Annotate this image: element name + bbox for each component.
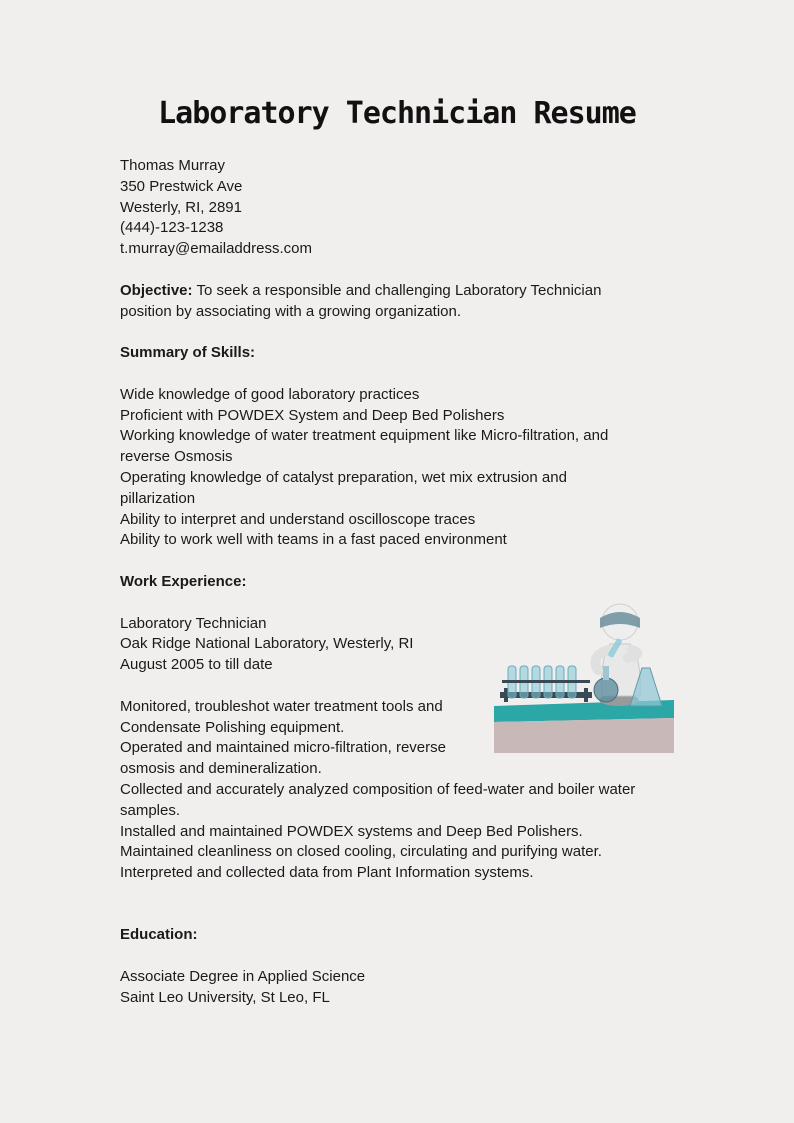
duty-line: samples. <box>120 801 181 819</box>
education-degree: Associate Degree in Applied Science <box>120 968 366 986</box>
resume-body <box>120 156 690 1009</box>
job-role: Laboratory Technician <box>120 614 267 632</box>
objective-label: Objective: <box>120 281 193 299</box>
skill-item: Ability to interpret and understand oscilloscope traces <box>120 510 476 528</box>
skill-item: Working knowledge of water treatment equipment like Micro-filtration, and <box>120 427 609 445</box>
skill-item: Wide knowledge of good laboratory practices <box>120 385 420 403</box>
education-school: Saint Leo University, St Leo, FL <box>120 988 330 1006</box>
bench-front <box>494 718 674 753</box>
skills-heading: Summary of Skills: <box>120 344 256 362</box>
skill-item: Operating knowledge of catalyst preparation, wet mix extrusion and <box>120 468 567 486</box>
contact-phone: (444)-123-1238 <box>120 219 224 237</box>
duty-line: Condensate Polishing equipment. <box>120 718 345 736</box>
round-flask <box>594 678 618 702</box>
experience-heading: Work Experience: <box>120 572 247 590</box>
lab-scene-icon <box>494 588 674 753</box>
contact-street: 350 Prestwick Ave <box>120 177 243 195</box>
objective-text-line2: position by associating with a growing organization. <box>120 302 462 320</box>
resume-title: Laboratory Technician Resume <box>158 96 636 131</box>
duty-line: Maintained cleanliness on closed cooling, circulating and purifying water. <box>120 843 602 861</box>
skill-item: Ability to work well with teams in a fast paced environment <box>120 531 507 549</box>
education-entry <box>120 967 690 1009</box>
education-heading: Education: <box>120 926 198 944</box>
objective-section <box>120 281 690 323</box>
duty-line: Installed and maintained POWDEX systems and Deep Bed Polishers. <box>120 822 583 840</box>
duty-line: Operated and maintained micro-filtration, reverse <box>120 739 446 757</box>
duty-line: Collected and accurately analyzed composition of feed-water and boiler water <box>120 780 636 798</box>
contact-block <box>120 156 690 260</box>
duty-line: Monitored, troubleshot water treatment tools and <box>120 697 443 715</box>
skill-item: Proficient with POWDEX System and Deep Bed Polishers <box>120 406 505 424</box>
skill-item: reverse Osmosis <box>120 448 233 466</box>
objective-text-line1: To seek a responsible and challenging Laboratory Technician <box>196 281 602 299</box>
job-dates: August 2005 to till date <box>120 656 273 674</box>
contact-name: Thomas Murray <box>120 157 226 174</box>
skills-list <box>120 385 690 551</box>
job-employer: Oak Ridge National Laboratory, Westerly, RI <box>120 635 414 653</box>
duty-line: Interpreted and collected data from Plant Information systems. <box>120 864 534 882</box>
contact-city: Westerly, RI, 2891 <box>120 198 242 216</box>
lab-technician-illustration <box>494 588 674 753</box>
skill-item: pillarization <box>120 489 196 507</box>
duty-line: osmosis and demineralization. <box>120 760 322 778</box>
contact-email: t.murray@emailaddress.com <box>120 240 312 258</box>
